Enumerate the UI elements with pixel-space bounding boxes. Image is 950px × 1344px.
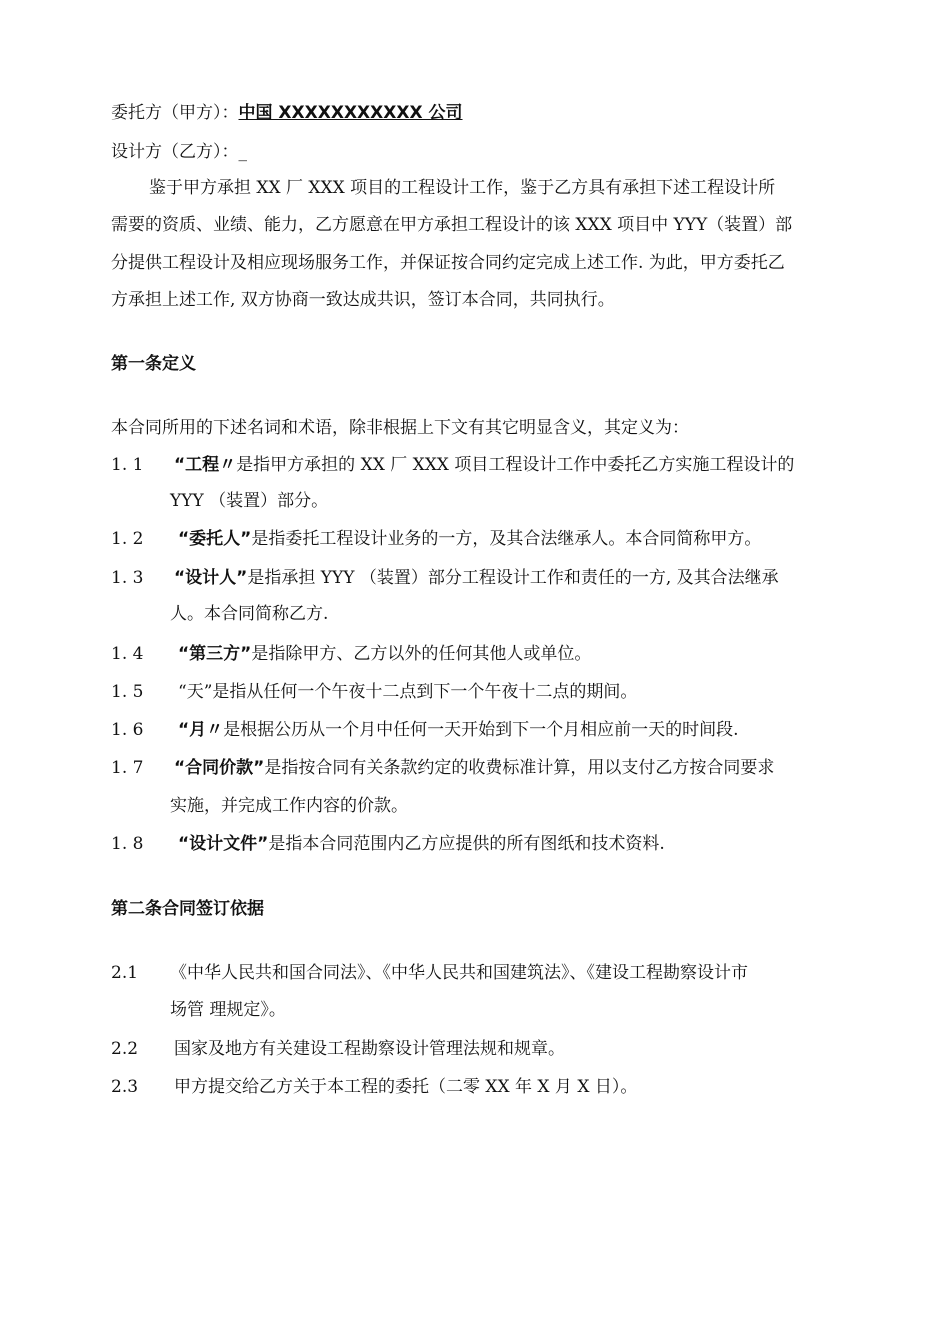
- definition-text: 是根据公历从一个月中任何一天开始到下一个月相应前一天的时间段.: [223, 720, 739, 740]
- clause-continuation: 场管 理规定》。: [170, 1000, 286, 1020]
- definition-number: 1. 5: [111, 682, 144, 702]
- definition-number: 1. 2: [111, 529, 144, 549]
- clause-number: 2.3: [111, 1077, 139, 1097]
- definition-term: “委托人”: [178, 529, 252, 549]
- definition-item: [174, 566, 779, 590]
- preamble-line-2: 需要的资质、业绩、能力，乙方愿意在甲方承担工程设计的该 XXX 项目中 YYY（装置）部: [111, 215, 793, 235]
- clause-number: 2.2: [111, 1039, 139, 1059]
- definition-term: “设计文件”: [178, 834, 269, 854]
- definition-text: 是指从任何一个午夜十二点到下一个午夜十二点的期间。: [212, 682, 638, 702]
- definition-number: 1. 3: [111, 568, 144, 588]
- definition-text: 是指除甲方、乙方以外的任何其他人或单位。: [251, 644, 592, 664]
- definition-text: 是指本合同范围内乙方应提供的所有图纸和技术资料.: [268, 834, 665, 854]
- definition-term: “月〃: [178, 720, 224, 740]
- definition-term: “合同价款”: [174, 758, 265, 778]
- definition-text: 是指委托工程设计业务的一方，及其合法继承人。本合同简称甲方。: [251, 529, 762, 549]
- clause-text: 《中华人民共和国合同法》、《中华人民共和国建筑法》、《建设工程勘察设计市: [170, 963, 748, 983]
- client-name: 中国 XXXXXXXXXXX 公司: [238, 103, 463, 123]
- definition-item: [178, 642, 591, 666]
- definition-item: [174, 756, 774, 780]
- article-2-title: 第二条合同签订依据: [111, 899, 264, 919]
- clause-text: 甲方提交给乙方关于本工程的委托（二零 XX 年 X 月 X 日）。: [174, 1077, 638, 1097]
- definition-continuation: YYY （装置）部分。: [170, 491, 329, 511]
- definition-item: [178, 527, 761, 551]
- designer-line: 设计方（乙方）：_: [111, 142, 247, 162]
- definition-item: [178, 718, 739, 742]
- article-1-intro: 本合同所用的下述名词和术语，除非根据上下文有其它明显含义，其定义为：: [111, 418, 689, 438]
- clause-number: 2.1: [111, 963, 139, 983]
- definition-item: [178, 680, 637, 704]
- definition-number: 1. 1: [111, 455, 144, 475]
- definition-item: [178, 832, 665, 856]
- preamble-line-3: 分提供工程设计及相应现场服务工作，并保证按合同约定完成上述工作. 为此，甲方委托乙: [111, 253, 785, 273]
- definition-term: “工程〃: [174, 455, 237, 475]
- definition-item: [174, 453, 794, 477]
- definition-term: “设计人”: [174, 568, 248, 588]
- definition-number: 1. 8: [111, 834, 144, 854]
- preamble-line-1: 鉴于甲方承担 XX 厂 XXX 项目的工程设计工作，鉴于乙方具有承担下述工程设计所: [149, 178, 776, 198]
- article-1-title: 第一条定义: [111, 354, 196, 374]
- definition-text: 是指甲方承担的 XX 厂 XXX 项目工程设计工作中委托乙方实施工程设计的: [236, 455, 795, 475]
- definition-term: “第三方”: [178, 644, 252, 664]
- client-label: 委托方（甲方）：: [111, 103, 239, 123]
- clause-text: 国家及地方有关建设工程勘察设计管理法规和规章。: [174, 1039, 565, 1059]
- preamble-line-4: 方承担上述工作, 双方协商一致达成共识，签订本合同，共同执行。: [111, 290, 615, 310]
- definition-continuation: 人。本合同简称乙方.: [170, 604, 329, 624]
- definition-continuation: 实施，并完成工作内容的价款。: [170, 796, 408, 816]
- definition-number: 1. 7: [111, 758, 144, 778]
- definition-number: 1. 6: [111, 720, 144, 740]
- definition-number: 1. 4: [111, 644, 144, 664]
- definition-text: 是指承担 YYY （装置）部分工程设计工作和责任的一方, 及其合法继承: [247, 568, 779, 588]
- definition-term: “天”: [178, 682, 213, 702]
- definition-text: 是指按合同有关条款约定的收费标准计算，用以支付乙方按合同要求: [264, 758, 775, 778]
- client-line: [111, 101, 463, 125]
